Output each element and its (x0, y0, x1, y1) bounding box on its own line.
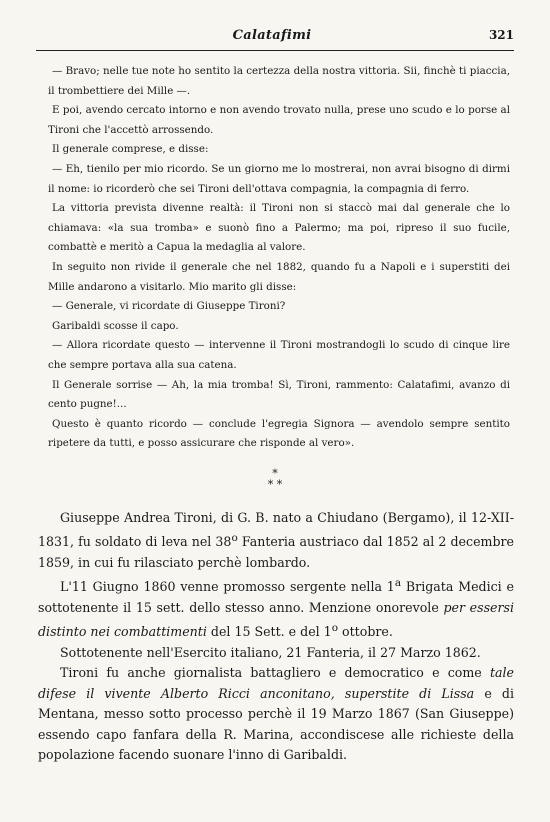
bio-text: del 15 Sett. e del 1 (206, 624, 332, 640)
quoted-recollection (48, 62, 510, 454)
bio-text: Brigata Medici e sottotenente il 15 sett. dello stesso anno. Menzione onorevole (38, 579, 514, 615)
bio-text: Fanteria austriaco dal 1852 al 2 decembre 1859, in cui fu rilasciato perchè lombardo. (38, 534, 514, 570)
bio-text: L'11 Giugno 1860 venne promosso sergente nella 1 (60, 579, 395, 595)
header-rule (36, 50, 514, 51)
biography-section (38, 508, 514, 765)
bio-text: ottobre. (338, 624, 393, 640)
bio-text: Tironi fu anche giornalista battagliero e democratico e come (60, 665, 490, 681)
bio-italic-text: per essersi distinto nei combattimenti (38, 600, 514, 640)
separator-bottom-stars: * * (267, 478, 283, 491)
section-separator (0, 468, 550, 490)
quote-paragraph: Il Generale sorrise — Ah, la mia tromba! Sì, Tironi, rammento: Calatafimi, avanzo di cento pugne!... (48, 378, 510, 411)
quote-paragraph: E poi, avendo cercato intorno e non avendo trovato nulla, prese uno scudo e lo porse al Tironi che l'accettò arrossendo. (48, 104, 510, 136)
page-number: 321 (488, 28, 514, 42)
bio-text: e di Mentana, messo sotto processo perchè il 19 Marzo 1867 (San Giuseppe) essendo capo fanfara della R. Marina, accondiscese alle richieste della popolazione facendo suonare l'inno di Garibaldi. (38, 685, 514, 763)
quote-paragraph: La vittoria prevista divenne realtà: il Tironi non si staccò mai dal generale che lo chiamava: «la sua tromba» e suonò fino a Palermo; ma poi, ripreso il suo fucile, combattè e meritò a Capua la medaglia al valore. (48, 202, 510, 254)
separator-top-star: * (272, 467, 278, 480)
bio-paragraph (38, 663, 514, 765)
running-title: Calatafimi (232, 28, 312, 43)
quote-paragraph: — Eh, tienilo per mio ricordo. Se un giorno me lo mostrerai, non avrai bisogno di dirmi il nome: io ricorderò che sei Tironi dell'ottava compagnia, la compagnia di ferro. (48, 162, 510, 195)
superscript: o (331, 622, 339, 635)
quote-paragraph: In seguito non rivide il generale che nel 1882, quando fu a Napoli e i superstiti dei Mille andarono a visitarlo. Mio marito gli disse: (48, 260, 510, 293)
page-header (30, 28, 514, 48)
bio-italic-text: tale difese il vivente Alberto Ricci anconitano, superstite di Lissa (38, 665, 514, 701)
quote-paragraph: Garibaldi scosse il capo. (52, 319, 179, 332)
bio-text: Giuseppe Andrea Tironi, di G. B. nato a Chiudano (Bergamo), il 12-XII-1831, fu soldato di leva nel 38 (38, 510, 514, 550)
superscript: o (231, 532, 238, 545)
quote-paragraph: Questo è quanto ricordo — conclude l'egregia Signora — avendolo sempre sentito ripetere da tutti, e posso assicurare che risponde al vero». (48, 417, 510, 450)
bio-paragraph: Sottotenente nell'Esercito italiano, 21 Fanteria, il 27 Marzo 1862. (60, 645, 481, 660)
quote-paragraph: — Generale, vi ricordate di Giuseppe Tironi? (52, 300, 286, 313)
quote-paragraph: — Bravo; nelle tue note ho sentito la certezza della nostra vittoria. Sii, finchè ti piaccia, il trombettiere dei Mille —. (48, 65, 510, 97)
quote-paragraph: — Allora ricordate questo — intervenne il Tironi mostrandogli lo scudo di cinque lire che sempre portava alla sua catena. (48, 339, 510, 371)
superscript: a (394, 577, 402, 590)
quote-paragraph: Il generale comprese, e disse: (52, 143, 209, 156)
bio-paragraph (38, 508, 514, 573)
bio-paragraph (38, 573, 514, 643)
